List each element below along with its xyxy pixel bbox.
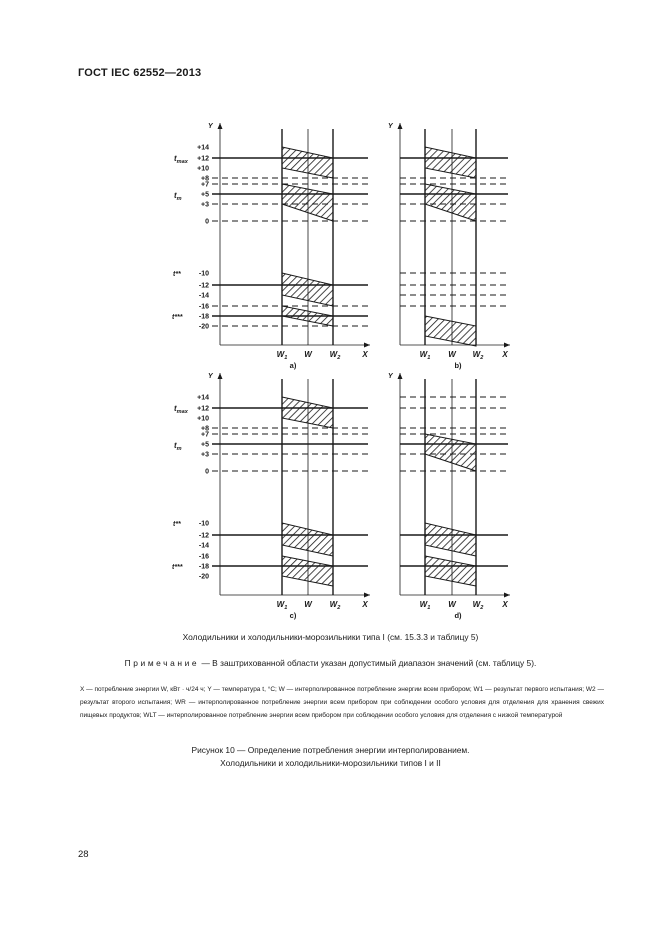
y-tick-label: -16 xyxy=(198,553,209,561)
hatched-band xyxy=(425,184,476,221)
w2-label: $W_2$ xyxy=(472,350,484,361)
y-tick-label: -20 xyxy=(198,573,209,581)
hatched-band xyxy=(425,556,476,586)
hatched-band xyxy=(282,523,333,556)
panel-label: а) xyxy=(289,361,297,370)
t-double-star-label: t** xyxy=(173,271,181,278)
y-tick-label: -16 xyxy=(198,303,209,311)
w-label: W xyxy=(304,350,312,359)
t-m-label: $t_m$ xyxy=(174,191,182,202)
t-max-label: $t_{max}$ xyxy=(174,154,188,165)
hatched-band xyxy=(282,556,333,586)
y-tick-label: +10 xyxy=(197,415,209,423)
hatched-band xyxy=(282,397,333,428)
figure-subtitle: Холодильники и холодильники-морозильники типа I (см. 15.3.3 и таблицу 5) xyxy=(182,632,479,642)
y-tick-label: +8 xyxy=(201,175,209,183)
w1-label: $W_1$ xyxy=(276,350,288,361)
hatched-band xyxy=(282,184,333,221)
y-axis-title: Y xyxy=(208,123,213,130)
x-axis-arrow xyxy=(504,343,510,348)
y-axis-title: Y xyxy=(388,373,393,380)
y-tick-label: +5 xyxy=(201,441,209,449)
y-tick-label: -14 xyxy=(198,542,209,550)
panel-a xyxy=(172,123,370,370)
y-axis-arrow xyxy=(398,123,403,129)
t-double-star-label: t** xyxy=(173,521,181,528)
y-tick-label: -18 xyxy=(198,563,209,571)
y-tick-label: -10 xyxy=(198,270,209,278)
page-number: 28 xyxy=(78,849,89,860)
y-axis-title: Y xyxy=(388,123,393,130)
y-tick-label: +14 xyxy=(197,394,209,402)
document-header: ГОСТ IEC 62552—2013 xyxy=(78,67,202,79)
x-axis-title: X xyxy=(362,350,368,359)
w2-label: $W_2$ xyxy=(329,600,341,611)
y-tick-label: -14 xyxy=(198,292,209,300)
y-tick-label: +7 xyxy=(201,431,209,439)
y-tick-label: +10 xyxy=(197,165,209,173)
w-label: W xyxy=(448,350,456,359)
note-label: Примечание xyxy=(124,658,200,668)
hatched-band xyxy=(425,434,476,471)
y-axis-title: Y xyxy=(208,373,213,380)
y-tick-label: +8 xyxy=(201,425,209,433)
panel-label: d) xyxy=(454,611,462,620)
t-triple-star-label: t*** xyxy=(172,564,183,571)
y-tick-label: 0 xyxy=(205,468,209,476)
figure-note xyxy=(0,658,661,668)
figure-title-line-1: Рисунок 10 — Определение потребления энергии интерполированием. xyxy=(191,745,470,755)
figure-title-line-2: Холодильники и холодильники-морозильники типов I и II xyxy=(220,758,441,768)
hatched-band xyxy=(425,147,476,178)
x-axis-arrow xyxy=(364,343,370,348)
y-axis-arrow xyxy=(218,123,223,129)
y-tick-label: +7 xyxy=(201,181,209,189)
x-axis-title: X xyxy=(362,600,368,609)
w-label: W xyxy=(448,600,456,609)
legend-text: X — потребление энергии W, кВт · ч/24 ч; Y — температура t, °C; W — интерполированное потребление энергии всем прибором; W1 — результат первого испытания; W2 — результат второго испытания; WR — интерполированное потребление энергии всем прибором при соблюдении особого условия для отделения для хранения свежих пищевых продуктов; WLT — интерполированное потребление энергии всем прибором при соблюдении особого условия для отделения с низкой температурой xyxy=(80,686,604,719)
w2-label: $W_2$ xyxy=(472,600,484,611)
w1-label: $W_1$ xyxy=(419,350,431,361)
w2-label: $W_2$ xyxy=(329,350,341,361)
figure-legend xyxy=(80,683,604,722)
panel-b xyxy=(388,123,510,370)
y-tick-label: +12 xyxy=(197,155,209,163)
t-max-label: $t_{max}$ xyxy=(174,404,188,415)
y-tick-label: -18 xyxy=(198,313,209,321)
w1-label: $W_1$ xyxy=(419,600,431,611)
y-tick-label: 0 xyxy=(205,218,209,226)
y-axis-arrow xyxy=(218,373,223,379)
y-tick-label: +12 xyxy=(197,405,209,413)
panel-d xyxy=(388,373,510,620)
note-text: — В заштрихованной области указан допустимый диапазон значений (см. таблицу 5). xyxy=(199,658,537,668)
x-axis-arrow xyxy=(364,593,370,598)
t-m-label: $t_m$ xyxy=(174,441,182,452)
y-tick-label: +5 xyxy=(201,191,209,199)
y-tick-label: -10 xyxy=(198,520,209,528)
x-axis-arrow xyxy=(504,593,510,598)
w-label: W xyxy=(304,600,312,609)
y-tick-label: -12 xyxy=(198,282,209,290)
y-axis-arrow xyxy=(398,373,403,379)
panel-label: b) xyxy=(454,361,462,370)
hatched-band xyxy=(282,273,333,306)
w1-label: $W_1$ xyxy=(276,600,288,611)
y-tick-label: -12 xyxy=(198,532,209,540)
y-tick-label: +3 xyxy=(201,451,209,459)
y-tick-label: +3 xyxy=(201,201,209,209)
hatched-band xyxy=(282,306,333,326)
y-tick-label: +14 xyxy=(197,144,209,152)
hatched-band xyxy=(425,316,476,346)
hatched-band xyxy=(282,147,333,178)
y-tick-label: -20 xyxy=(198,323,209,331)
hatched-band xyxy=(425,523,476,556)
panel-label: c) xyxy=(289,611,297,620)
figure-title xyxy=(0,744,661,770)
panel-c xyxy=(172,373,370,620)
t-triple-star-label: t*** xyxy=(172,314,183,321)
x-axis-title: X xyxy=(502,600,508,609)
x-axis-title: X xyxy=(502,350,508,359)
